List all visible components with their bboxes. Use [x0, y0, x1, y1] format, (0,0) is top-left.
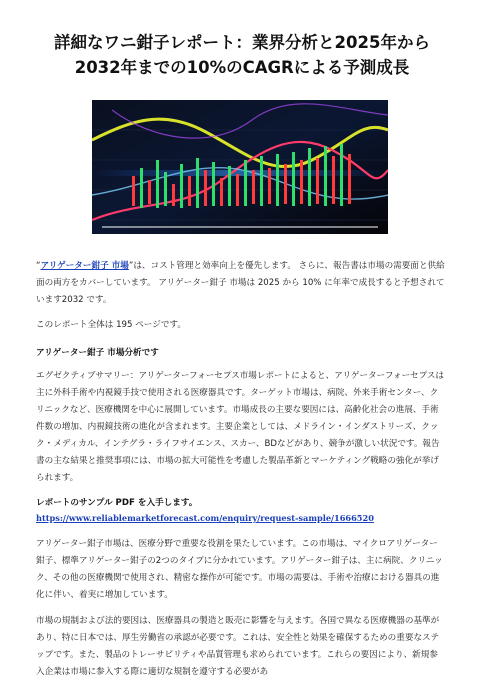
article-body [36, 258, 445, 681]
executive-summary: エグゼクティブサマリー：アリゲーターフォーセプス市場レポートによると、アリゲーターフォーセプスは主に外科手術や内視鏡手技で使用される医療器具です。ターゲット市場は、病院、外来手術センター、クリニックなど、医療機関を中心に展開しています。市場成長の主要な要因には、高齢化社会の進展、手術件数の増加、内視鏡技術の進化が含まれます。主要企業としては、メドライン・インダストリーズ、クック・メディカル、インテグラ・ライフサイエンス、スカー、BDなどがあり、競争が激しい状況です。報告書の主な結果と推奨事項には、市場の拡大可能性を考慮した製品革新とマーケティング戦略の強化が挙げられます。 [36, 371, 445, 483]
market-overview-paragraph: アリゲーター鉗子市場は、医療分野で重要な役割を果たしています。この市場は、マイクロアリゲーター鉗子、標準アリゲーター鉗子の2つのタイプに分かれています。アリゲーター鉗子は、主に病院、クリニック、その他の医療機関で使用され、精密な操作が可能です。市場の需要は、手術や治療における器具の進化に伴い、着実に増加しています。 [36, 539, 443, 600]
lead-paragraph [36, 258, 445, 309]
sample-pdf-link[interactable]: https://www.reliablemarketforecast.com/enquiry/request-sample/1666520 [36, 513, 374, 523]
quote-open: “ [36, 261, 41, 271]
market-link[interactable]: アリゲーター鉗子 市場 [40, 261, 129, 271]
sample-request [36, 496, 445, 527]
regulation-paragraph: 市場の規制および法的要因は、医療器具の製造と販売に影響を与えます。各国で異なる医療機器の基準があり、特に日本では、厚生労働省の承認が必要です。これは、安全性と効果を確保するための重要なステップです。また、製品のトレーサビリティや品質管理も求められています。これらの要因により、新規参入企業は市場に参入する際に適切な規制を遵守する必要があ [36, 616, 440, 677]
page-title: 詳細なワニ鉗子レポート：業界分析と2025年から2032年までの10%のCAGRによる予測成長 [54, 33, 430, 77]
lead-text: ”は、コスト管理と効率向上を優先します。 さらに、報告書は市場の需要面と供給面の両方をカバーしています。 アリゲーター鉗子 市場は 2025 から 10% に年率で成長すると予想されています2032 です。 [36, 261, 445, 305]
financial-chart-graphic [92, 100, 388, 234]
section-heading: アリゲーター鉗子 市場分析です [36, 348, 159, 358]
page-count-text: このレポート全体は 195 ページです。 [36, 320, 186, 330]
market-chart-image [92, 100, 388, 234]
sample-label: レポートのサンプル PDF を入手します。 [36, 498, 198, 508]
